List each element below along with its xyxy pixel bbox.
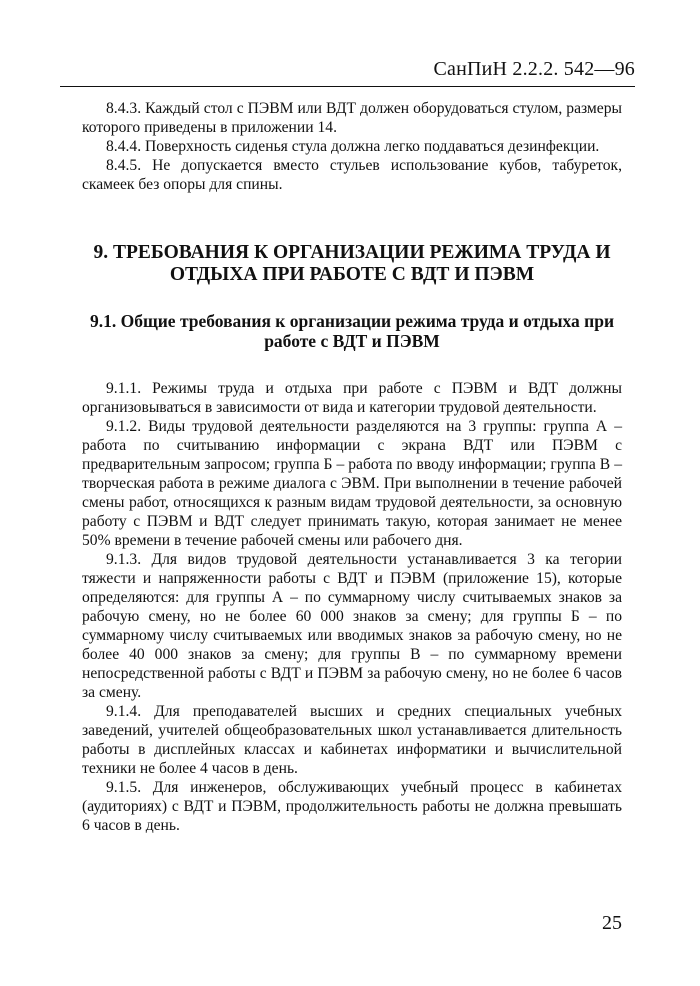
paragraph-8-4-5: 8.4.5. Не допускается вместо стульев использование кубов, табуреток, скамеек без опоры для спины. (82, 157, 622, 193)
section-title: 9. ТРЕБОВАНИЯ К ОРГАНИЗАЦИИ РЕЖИМА ТРУДА И ОТДЫХА ПРИ РАБОТЕ С ВДТ И ПЭВМ (93, 242, 611, 285)
paragraph-8-4-3: 8.4.3. Каждый стол с ПЭВМ или ВДТ должен оборудоваться стулом, размеры которого приведены в приложении 14. (82, 100, 622, 136)
subsection-title: 9.1. Общие требования к организации режима труда и отдыха при работе с ВДТ и ПЭВМ (89, 311, 615, 351)
page-body (82, 99, 622, 835)
paragraph-9-1-5: 9.1.5. Для инженеров, обслуживающих учебный процесс в кабинетах (аудиториях) с ВДТ и ПЭВМ, продолжительность работы не должна превышать 6 часов в день. (82, 779, 622, 834)
paragraph-9-1-1: 9.1.1. Режимы труда и отдыха при работе с ПЭВМ и ВДТ должны организовываться в зависимости от вида и категории трудовой деятельности. (82, 380, 622, 416)
paragraph-9-1-4: 9.1.4. Для преподавателей высших и средних специальных учебных заведений, учителей общеобразовательных школ устанавливается длительность работы в дисплейных классах и кабинетах информатики и вычислительной техники не более 4 часов в день. (82, 703, 622, 777)
paragraph-9-1-3: 9.1.3. Для видов трудовой деятельности устанавливается 3 ка тегории тяжести и напряженности работы с ВДТ и ПЭВМ (приложение 15), которые определяются: для группы А – по суммарному числу считываемых знаков за рабочую смену, но не более 60 000 знаков за смену; для группы Б – по суммарному числу считываемых или вводимых знаков за рабочую смену, но не более 40 000 знаков за смену; для группы В – по суммарному времени непосредственной работы с ВДТ и ПЭВМ за рабочую смену, но не более 6 часов за смену. (82, 551, 622, 701)
paragraph-8-4-4: 8.4.4. Поверхность сиденья стула должна легко поддаваться дезинфекции. (106, 138, 600, 155)
page-header (60, 58, 635, 87)
paragraph-9-1-2: 9.1.2. Виды трудовой деятельности разделяются на 3 группы: группа А – работа по считыванию информации с экрана ВДТ или ПЭВМ с предварительным запросом; группа Б – работа по вводу информации; группа В – творческая работа в режиме диалога с ЭВМ. При выполнении в течение рабочей смены работ, относящихся к разным видам трудовой деятельности, за основную работу с ПЭВМ и ВДТ следует принимать такую, которая занимает не менее 50% времени в течение рабочей смены или рабочего дня. (82, 418, 622, 549)
page-number: 25 (602, 912, 622, 934)
document-code: СанПиН 2.2.2. 542—96 (433, 58, 635, 80)
